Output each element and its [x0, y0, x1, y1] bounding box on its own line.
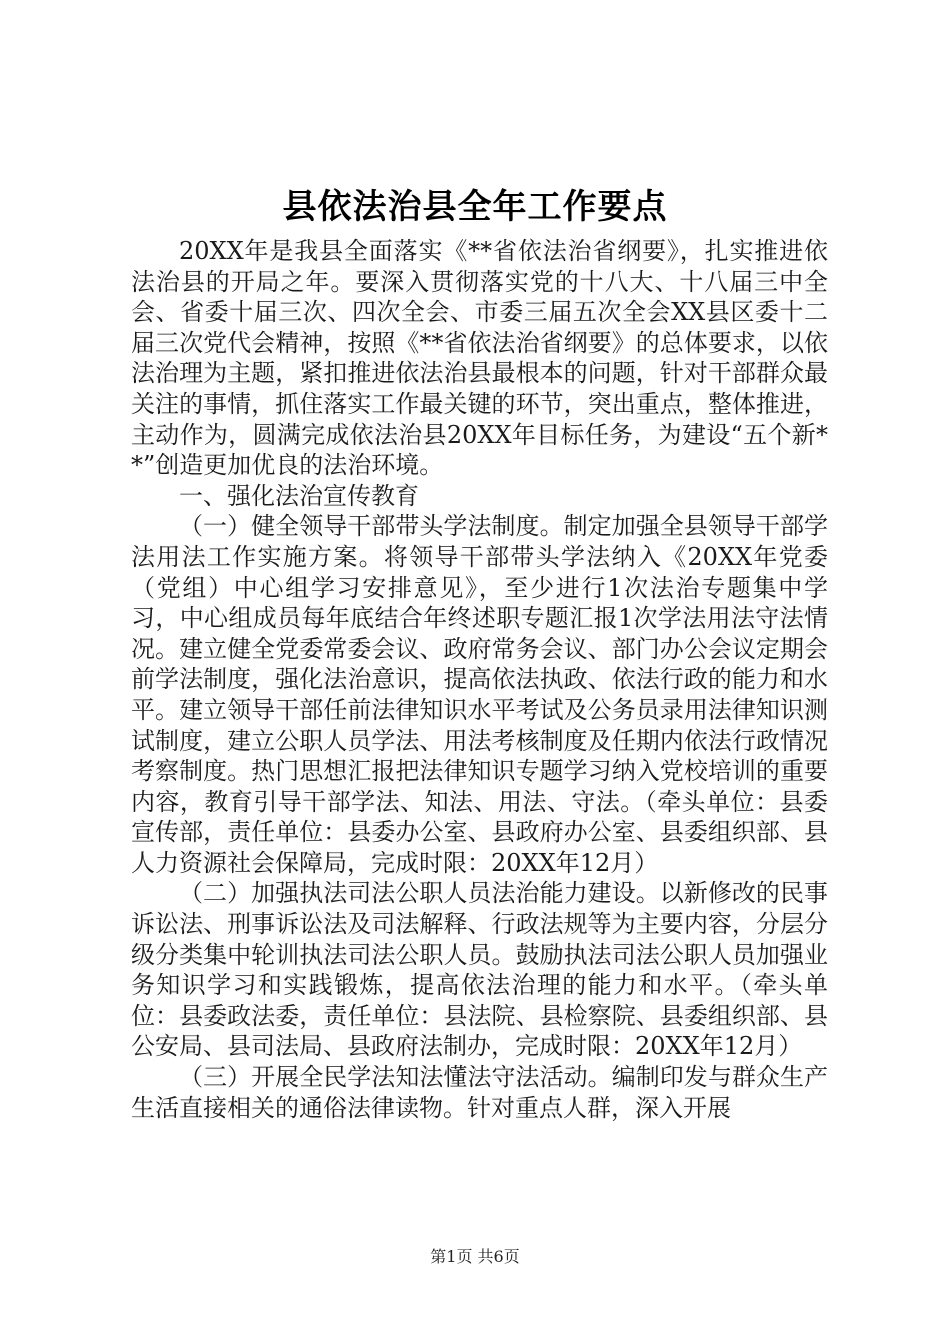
- document-title: 县依法治县全年工作要点: [282, 187, 668, 227]
- item-paragraph-3: （三）开展全民学法知法懂法守法活动。编制印发与群众生产生活直接相关的通俗法律读物。针对重点人群，深入开展: [131, 1063, 828, 1122]
- item-paragraph-1: （一）健全领导干部带头学法制度。制定加强全县领导干部学法用法工作实施方案。将领导干部带头学法纳入《20XX年党委（党组）中心组学习安排意见》，至少进行1次法治专题集中学习，中心组成员每年底结合年终述职专题汇报1次学法用法守法情况。建立健全党委常委会议、政府常务会议、部门办公会议定期会前学法制度，强化法治意识，提高依法执政、依法行政的能力和水平。建立领导干部任前法律知识水平考试及公务员录用法律知识测试制度，建立公职人员学法、用法考核制度及任期内依法行政情况考察制度。热门思想汇报把法律知识专题学习纳入党校培训的重要内容，教育引导干部学法、知法、用法、守法。（牵头单位：县委宣传部，责任单位：县委办公室、县政府办公室、县委组织部、县人力资源社会保障局，完成时限：20XX年12月）: [131, 512, 828, 877]
- page-number-footer: 第1页 共6页: [430, 1247, 520, 1266]
- document-body: [131, 236, 828, 1123]
- item-paragraph-2: （二）加强执法司法公职人员法治能力建设。以新修改的民事诉讼法、刑事诉讼法及司法解释、行政法规等为主要内容，分层分级分类集中轮训执法司法公职人员。鼓励执法司法公职人员加强业务知识学习和实践锻炼，提高依法治理的能力和水平。（牵头单位：县委政法委，责任单位：县法院、县检察院、县委组织部、县公安局、县司法局、县政府法制办，完成时限：20XX年12月）: [131, 879, 828, 1061]
- intro-paragraph: 20XX年是我县全面落实《**省依法治省纲要》，扎实推进依法治县的开局之年。要深入贯彻落实党的十八大、十八届三中全会、省委十届三次、四次全会、市委三届五次全会XX县区委十二届三次党代会精神，按照《**省依法治省纲要》的总体要求，以依法治理为主题，紧扣推进依法治县最根本的问题，针对干部群众最关注的事情，抓住落实工作最关键的环节，突出重点，整体推进，主动作为，圆满完成依法治县20XX年目标任务，为建设“五个新**”创造更加优良的法治环境。: [131, 237, 828, 480]
- section-heading: 一、强化法治宣传教育: [179, 481, 419, 510]
